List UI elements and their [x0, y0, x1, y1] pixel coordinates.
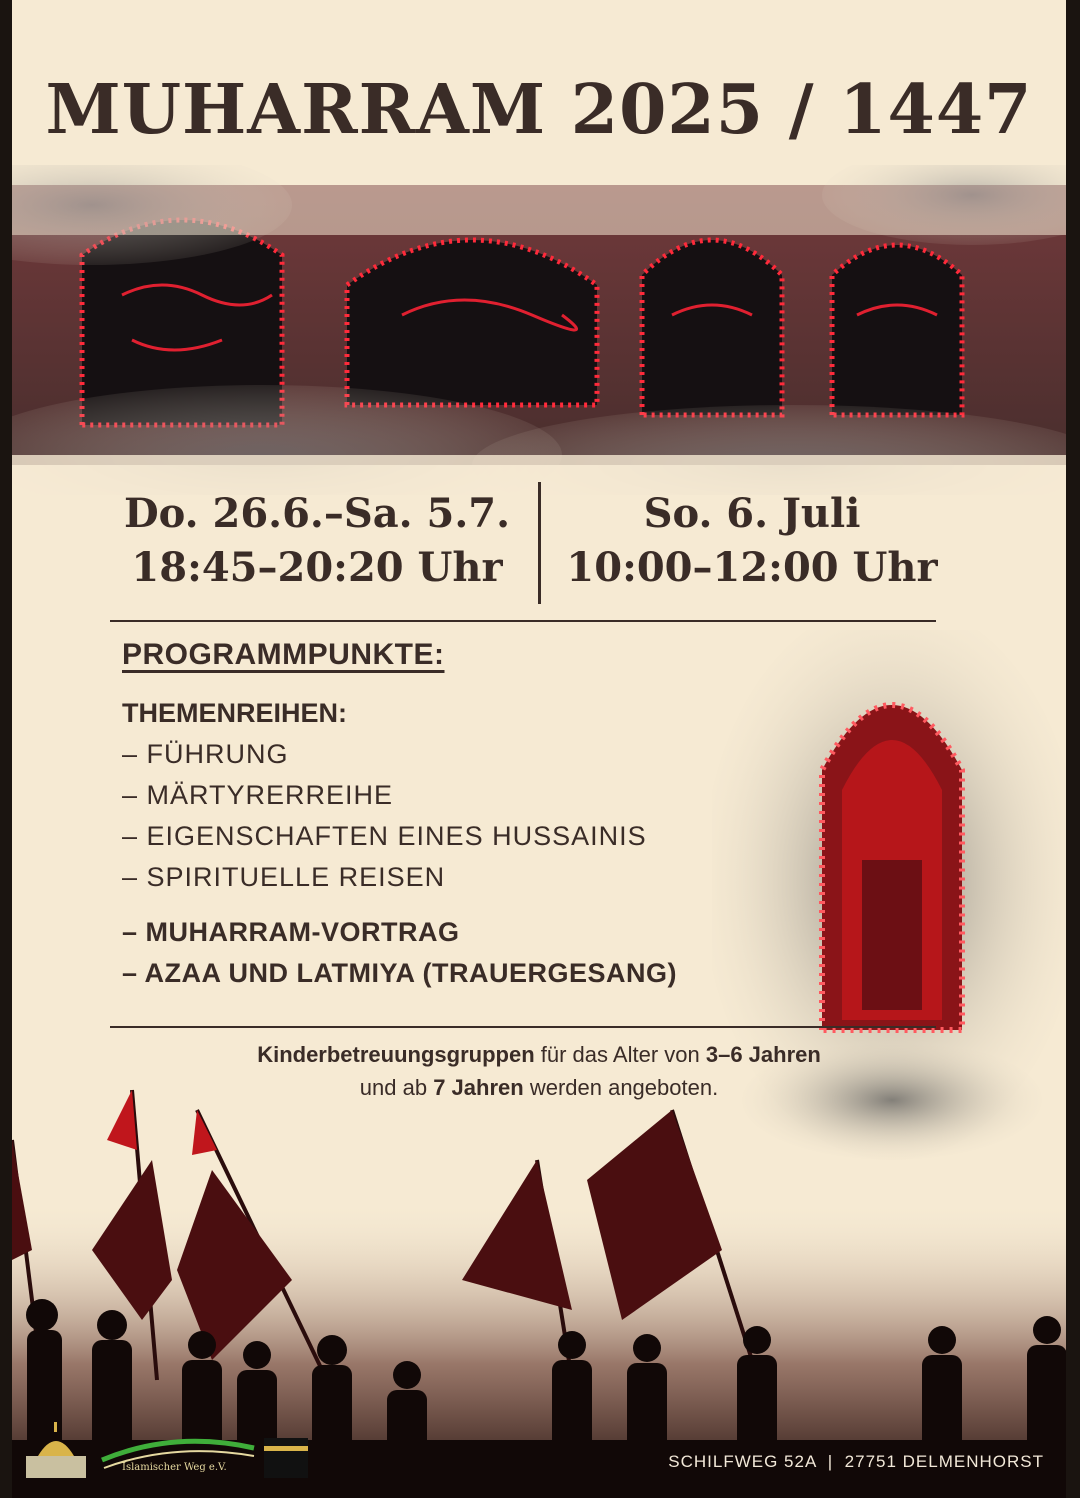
childcare-age-1: 3–6 Jahren	[705, 1042, 821, 1067]
childcare-text-2: und ab	[359, 1075, 434, 1100]
childcare-age-2: 7 Jahren	[433, 1075, 524, 1100]
list-item: – SPIRITUELLE REISEN	[122, 862, 446, 892]
date-sunday	[522, 488, 982, 596]
date-sunday-day: So. 6. Juli	[643, 490, 861, 537]
list-item: – EIGENSCHAFTEN EINES HUSSAINIS	[122, 821, 647, 851]
list-item: – MÄRTYRERREIHE	[122, 780, 394, 810]
date-sunday-time: 10:00–12:00 Uhr	[566, 544, 938, 591]
childcare-line-1	[12, 1038, 1066, 1071]
mosque-icon	[26, 1422, 86, 1478]
program-section	[122, 638, 822, 989]
kaaba-icon	[264, 1438, 308, 1478]
childcare-text-1: für das Alter von	[534, 1042, 706, 1067]
top-rule	[110, 620, 936, 622]
list-item: – FÜHRUNG	[122, 739, 289, 769]
list-item: – MUHARRAM-VORTRAG	[122, 917, 460, 947]
address: SCHILFWEG 52A | 27751 DELMENHORST	[668, 1452, 1044, 1471]
date-weekdays	[87, 488, 547, 596]
childcare-groups: Kinderbetreuungsgruppen	[257, 1042, 535, 1067]
poster	[12, 0, 1066, 1498]
program-heading: PROGRAMMPUNKTE:	[122, 638, 445, 671]
date-range: Do. 26.6.–Sa. 5.7.	[123, 490, 511, 537]
program-subheading: THEMENREIHEN:	[122, 698, 348, 728]
childcare-text-3: werden angeboten.	[523, 1075, 719, 1100]
organization-name: Islamischer Weg e.V.	[122, 1462, 227, 1473]
time-range: 18:45–20:20 Uhr	[131, 544, 503, 591]
bottom-rule	[110, 1026, 936, 1028]
shrine-image	[12, 165, 1066, 495]
list-item: – AZAA UND LATMIYA (TRAUERGESANG)	[122, 958, 677, 988]
date-divider	[538, 482, 541, 604]
poster-title: MUHARRAM 2025 / 1447	[45, 70, 1033, 150]
